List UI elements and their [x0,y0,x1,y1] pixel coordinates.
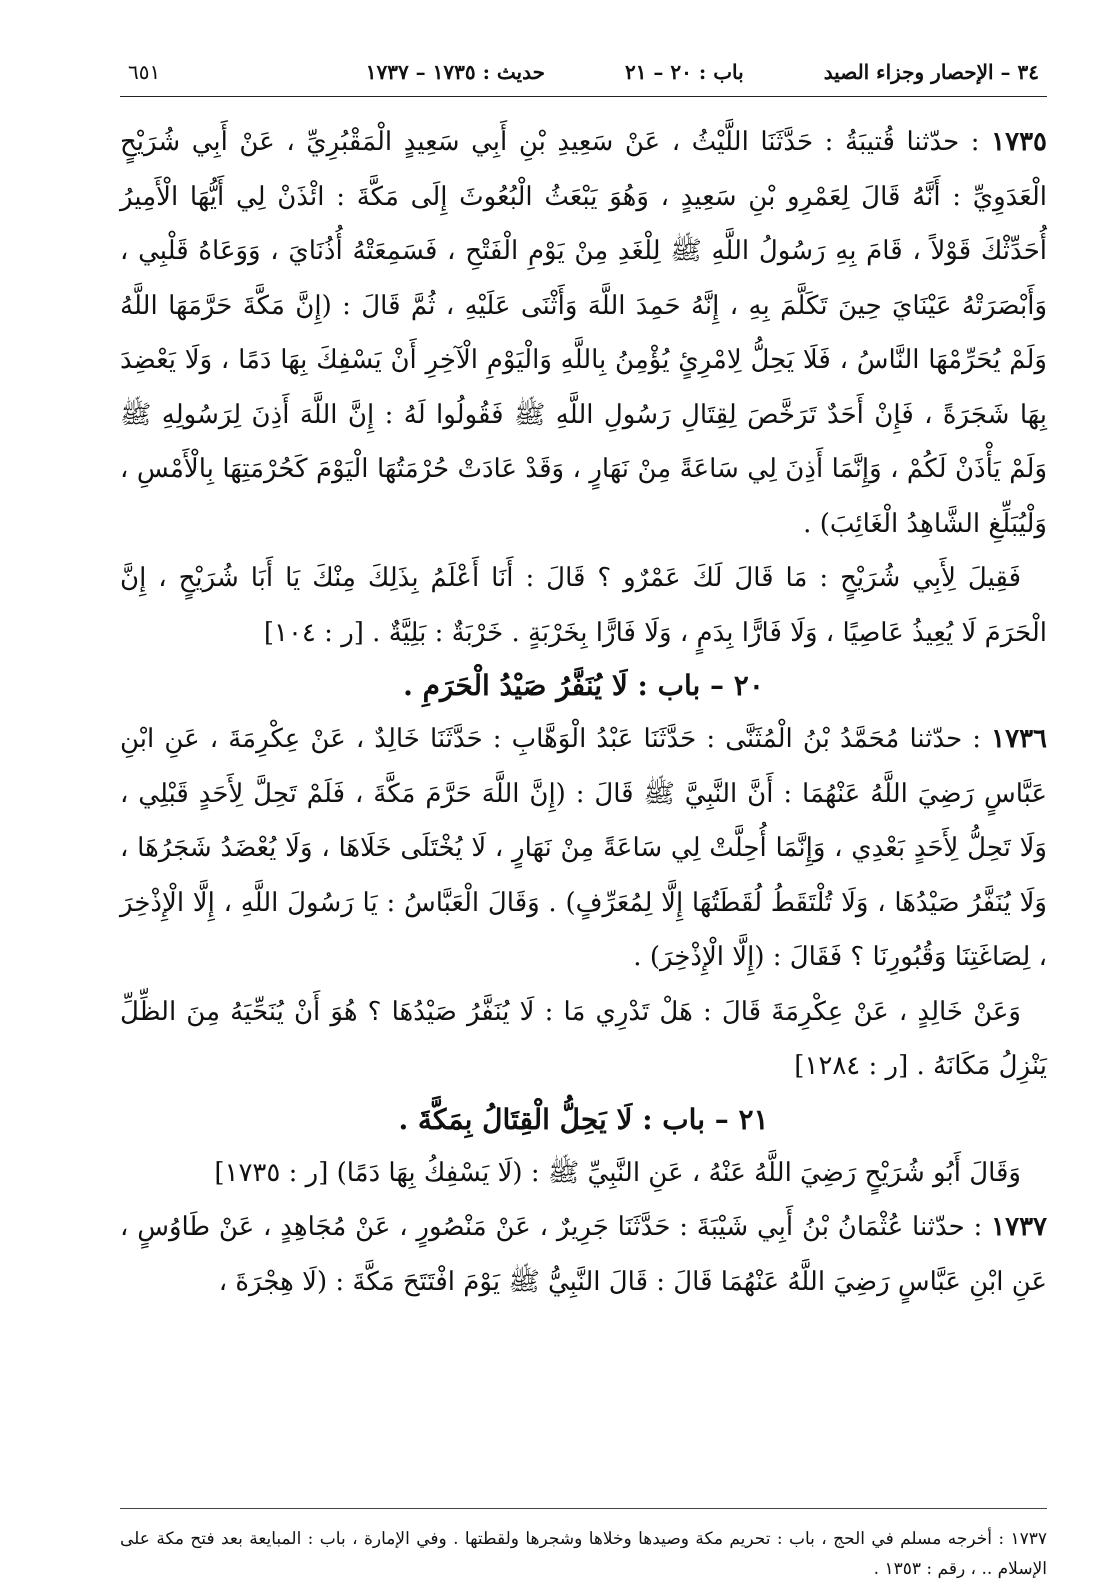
hadith-text: فَقِيلَ لِأَبِي شُرَيْحٍ : مَا قَالَ لَكَ عَمْرٌو ؟ قَالَ : أَنَا أَعْلَمُ بِذَلِكَ مِنْكَ يَا أَبَا شُرَيْحٍ ، إِنَّ الْحَرَمَ لَا يُعِيذُ عَاصِيًا ، وَلَا فَارًّا بِدَمٍ ، وَلَا فَارًّا بِخَرْبَةٍ . خَرْبَةٌ : بَلِيَّةٌ . [ر : ١٠٤] [120,563,1047,648]
hadith-text: : حدّثنا مُحَمَّدُ بْنُ الْمُثَنَّى : حَدَّثَنَا عَبْدُ الْوَهَّابِ : حَدَّثَنَا خَالِدٌ ، عَنْ عِكْرِمَةَ ، عَنِ ابْنِ عَبَّاسٍ رَضِيَ اللَّهُ عَنْهُمَا : أَنَّ النَّبِيَّ ﷺ قَالَ : (إِنَّ اللَّهَ حَرَّمَ مَكَّةَ ، فَلَمْ تَحِلَّ لِأَحَدٍ قَبْلِي ، وَلَا تَحِلُّ لِأَحَدٍ بَعْدِي ، وَإِنَّمَا أُحِلَّتْ لِي سَاعَةً مِنْ نَهَارٍ ، لَا يُخْتَلَى خَلَاهَا ، وَلَا يُعْضَدُ شَجَرُهَا ، وَلَا يُنَفَّرُ صَيْدُهَا ، وَلَا تُلْتَقَطُ لُقَطَتُهَا إِلَّا لِمُعَرِّفٍ) . وَقَالَ الْعَبَّاسُ : يَا رَسُولَ اللَّهِ ، إِلَّا الْإِذْخِرَ ، لِصَاغَتِنَا وَقُبُورِنَا ؟ فَقَالَ : (إِلَّا الْإِذْخِرَ) . [120,724,1047,972]
hadith-text: وَعَنْ خَالِدٍ ، عَنْ عِكْرِمَةَ قَالَ : هَلْ تَدْرِي مَا : لَا يُنَفَّرُ صَيْدُهَا ؟ هُوَ أَنْ يُنَحِّيَهُ مِنَ الظِّلِّ يَنْزِلُ مَكَانَهُ . [ر : ١٢٨٤] [120,996,1047,1081]
footnote: ١٧٣٧ : أخرجه مسلم في الحج ، باب : تحريم مكة وصيدها وخلاها وشجرها ولقطتها . وفي الإمارة ، باب : المبايعة بعد فتح مكة على الإسلام .. ، رقم : ١٣٥٣ . [120,1529,1047,1579]
hadith-paragraph [120,712,1047,985]
header-divider [120,96,1047,97]
hadith-text: : حدّثنا قُتيبَةُ : حَدَّثَنَا اللَّيْثُ ، عَنْ سَعِيدِ بْنِ أَبِي سَعِيدٍ الْمَقْبُرِيِّ ، عَنْ أَبِي شُرَيْحٍ الْعَدَوِيِّ : أَنَّهُ قَالَ لِعَمْرِو بْنِ سَعِيدٍ ، وَهُوَ يَبْعَثُ الْبُعُوثَ إِلَى مَكَّةَ : ائْذَنْ لِي أَيُّهَا الْأَمِيرُ أُحَدِّثْكَ قَوْلاً ، قَامَ بِهِ رَسُولُ اللَّهِ ﷺ لِلْغَدِ مِنْ يَوْمِ الْفَتْحِ ، فَسَمِعَتْهُ أُذُنَايَ ، وَوَعَاهُ قَلْبِي ، وَأَبْصَرَتْهُ عَيْنَايَ حِينَ تَكَلَّمَ بِهِ ، إِنَّهُ حَمِدَ اللَّهَ وَأَثْنَى عَلَيْهِ ، ثُمَّ قَالَ : (إِنَّ مَكَّةَ حَرَّمَهَا اللَّهُ وَلَمْ يُحَرِّمْهَا النَّاسُ ، فَلَا يَحِلُّ لِامْرِئٍ يُؤْمِنُ بِاللَّهِ وَالْيَوْمِ الْآخِرِ أَنْ يَسْفِكَ بِهَا دَمًا ، وَلَا يَعْضِدَ بِهَا شَجَرَةً ، فَإِنْ أَحَدٌ تَرَخَّصَ لِقِتَالِ رَسُولِ اللَّهِ ﷺ فَقُولُوا لَهُ : إِنَّ اللَّهَ أَذِنَ لِرَسُولِهِ ﷺ وَلَمْ يَأْذَنْ لَكُمْ ، وَإِنَّمَا أَذِنَ لِي سَاعَةً مِنْ نَهَارٍ ، وَقَدْ عَادَتْ حُرْمَتُهَا الْيَوْمَ كَحُرْمَتِهَا بِالْأَمْسِ ، وَلْيُبَلِّغِ الشَّاهِدُ الْغَائِبَ) . [120,127,1047,539]
running-header [120,60,1047,96]
chapter-heading: ٢١ – باب : لَا يَحِلُّ الْقِتَالُ بِمَكَّةَ . [398,1102,769,1136]
hadith-paragraph [120,115,1047,551]
chapter-range: باب : ٢٠ – ٢١ [624,60,744,84]
page-body [120,115,1047,1309]
hadith-range: حديث : ١٧٣٥ – ١٧٣٧ [365,60,545,84]
hadith-text: وَقَالَ أَبُو شُرَيْحٍ رَضِيَ اللَّهُ عَنْهُ ، عَنِ النَّبِيِّ ﷺ : (لَا يَسْفِكُ بِهَا دَمًا) [ر : ١٧٣٥] [214,1157,1021,1188]
hadith-number: ١٧٣٥ [991,127,1047,157]
footnote-divider [120,1508,1047,1509]
hadith-paragraph [120,1200,1047,1309]
page-number: ٦٥١ [128,60,161,84]
hadith-number: ١٧٣٧ [991,1212,1047,1242]
chapter-heading: ٢٠ – باب : لَا يُنَفَّرُ صَيْدُ الْحَرَمِ . [403,669,764,702]
hadith-paragraph [120,1146,1047,1201]
book-title: ٣٤ – الإحصار وجزاء الصيد [823,60,1039,84]
hadith-paragraph [120,551,1047,660]
hadith-paragraph [120,985,1047,1094]
hadith-text: : حدّثنا عُثْمَانُ بْنُ أَبِي شَيْبَةَ : حَدَّثَنَا جَرِيرٌ ، عَنْ مَنْصُورٍ ، عَنْ مُجَاهِدٍ ، عَنْ طَاوُسٍ ، عَنِ ابْنِ عَبَّاسٍ رَضِيَ اللَّهُ عَنْهُمَا قَالَ : قَالَ النَّبِيُّ ﷺ يَوْمَ افْتَتَحَ مَكَّةَ : (لَا هِجْرَةَ ، [120,1212,1047,1297]
hadith-number: ١٧٣٦ [991,724,1047,754]
